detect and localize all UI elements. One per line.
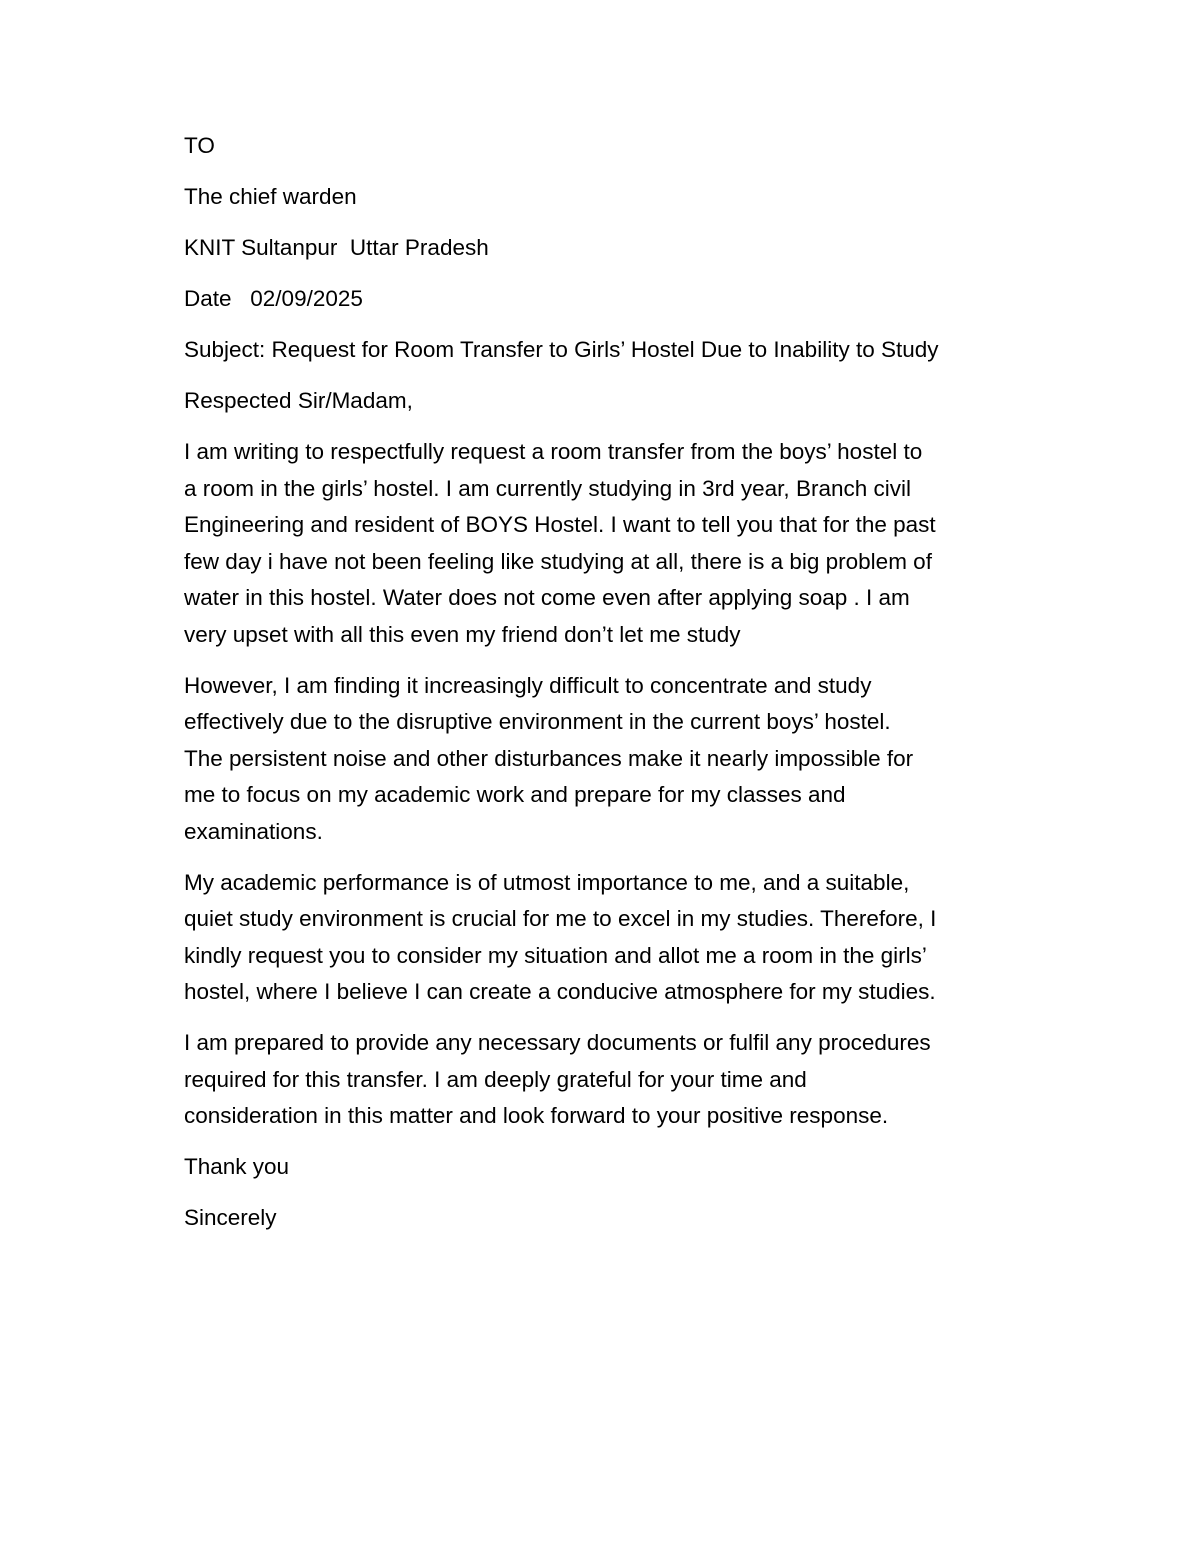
subject-line: Subject: Request for Room Transfer to Girls’ Hostel Due to Inability to Study bbox=[184, 337, 939, 362]
paragraph-3 bbox=[184, 865, 1034, 1011]
paragraph-line: required for this transfer. I am deeply grateful for your time and bbox=[184, 1066, 807, 1092]
paragraph-line: a room in the girls’ hostel. I am currently studying in 3rd year, Branch civil bbox=[184, 475, 911, 501]
paragraph-line: hostel, where I believe I can create a conducive atmosphere for my studies. bbox=[184, 979, 936, 1004]
paragraph-line: very upset with all this even my friend don’t let me study bbox=[184, 621, 741, 647]
paragraph-line: quiet study environment is crucial for me to excel in my studies. Therefore, I bbox=[184, 906, 937, 931]
paragraph-line: kindly request you to consider my situation and allot me a room in the girls’ bbox=[184, 942, 927, 968]
paragraph-line: My academic performance is of utmost importance to me, and a suitable, bbox=[184, 869, 910, 895]
institution-line: KNIT Sultanpur Uttar Pradesh bbox=[184, 235, 489, 260]
letter-page bbox=[184, 128, 1034, 1251]
paragraph-line: me to focus on my academic work and prepare for my classes and bbox=[184, 782, 846, 807]
paragraph-line: Engineering and resident of BOYS Hostel. I want to tell you that for the past bbox=[184, 512, 936, 537]
thanks-line: Thank you bbox=[184, 1154, 290, 1179]
salutation-line: Respected Sir/Madam, bbox=[184, 388, 413, 413]
paragraph-line: The persistent noise and other disturbances make it nearly impossible for bbox=[184, 745, 914, 771]
paragraph-line: consideration in this matter and look forward to your positive response. bbox=[184, 1103, 889, 1128]
paragraph-1 bbox=[184, 434, 1034, 653]
paragraph-line: few day i have not been feeling like studying at all, there is a big problem of bbox=[184, 548, 932, 574]
paragraph-2 bbox=[184, 668, 1034, 851]
paragraph-line: However, I am finding it increasingly difficult to concentrate and study bbox=[184, 672, 872, 698]
paragraph-line: I am prepared to provide any necessary documents or fulfil any procedures bbox=[184, 1030, 931, 1055]
recipient-line: The chief warden bbox=[184, 184, 357, 209]
date-line: Date 02/09/2025 bbox=[184, 286, 363, 311]
closing-line: Sincerely bbox=[184, 1205, 277, 1230]
paragraph-line: effectively due to the disruptive environment in the current boys’ hostel. bbox=[184, 709, 891, 734]
paragraph-line: examinations. bbox=[184, 818, 323, 844]
to-line: TO bbox=[184, 133, 215, 158]
paragraph-line: I am writing to respectfully request a room transfer from the boys’ hostel to bbox=[184, 439, 923, 464]
paragraph-line: water in this hostel. Water does not come even after applying soap . I am bbox=[184, 585, 910, 610]
paragraph-4 bbox=[184, 1025, 1034, 1135]
